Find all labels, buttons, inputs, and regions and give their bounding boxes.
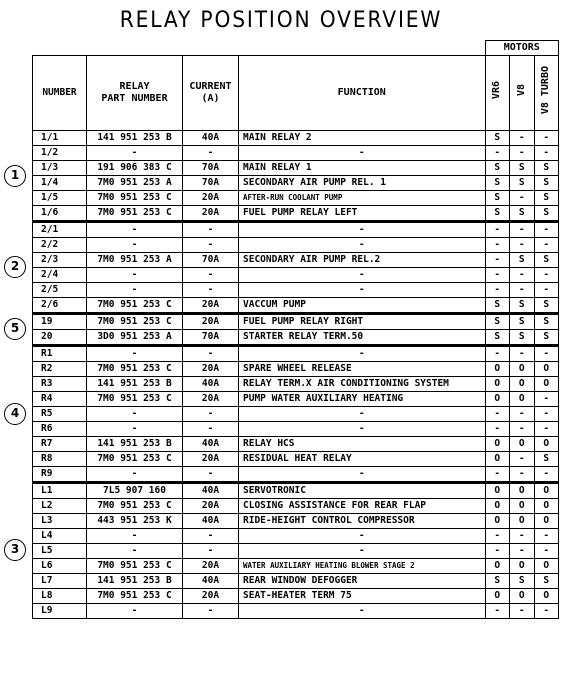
motor-vr6-cell: O (485, 482, 510, 498)
current-cell: 40A (183, 573, 239, 588)
current-cell: 20A (183, 498, 239, 513)
current-cell: - (183, 528, 239, 543)
motor-v8-turbo-cell: - (534, 603, 559, 618)
motor-v8-cell: O (510, 558, 535, 573)
motor-header-vr6 (485, 55, 510, 130)
motor-v8-cell: S (510, 573, 535, 588)
motor-v8-turbo-cell: - (534, 406, 559, 421)
motor-vr6-cell: O (485, 558, 510, 573)
motor-v8-cell: S (510, 175, 535, 190)
function-cell: STARTER RELAY TERM.50 (239, 329, 486, 345)
function-cell: - (239, 528, 486, 543)
part-number-header (87, 55, 183, 130)
motor-v8-cell: - (510, 528, 535, 543)
motor-vr6-cell: O (485, 451, 510, 466)
part-number-cell: - (87, 528, 183, 543)
motor-v8-cell: - (510, 130, 535, 145)
motor-v8-turbo-cell: S (534, 252, 559, 267)
motor-v8-cell: O (510, 498, 535, 513)
motor-vr6-cell: - (485, 406, 510, 421)
current-cell: 20A (183, 391, 239, 406)
table-row (33, 436, 559, 451)
function-cell: - (239, 406, 486, 421)
motor-v8-cell: - (510, 345, 535, 361)
motor-v8-turbo-cell: - (534, 466, 559, 482)
group-number-marker: 2 (4, 256, 26, 278)
table-row (33, 345, 559, 361)
part-number-cell: 7M0 951 253 A (87, 252, 183, 267)
motor-vr6-cell: S (485, 297, 510, 313)
number-header: NUMBER (33, 55, 87, 130)
function-cell: SEAT-HEATER TERM 75 (239, 588, 486, 603)
relay-number-cell: L3 (33, 513, 87, 528)
motor-v8-cell: - (510, 145, 535, 160)
function-cell: SPARE WHEEL RELEASE (239, 361, 486, 376)
motor-v8-turbo-cell: - (534, 345, 559, 361)
function-cell: AFTER-RUN COOLANT PUMP (239, 190, 486, 205)
function-cell: - (239, 282, 486, 297)
function-cell: RELAY TERM.X AIR CONDITIONING SYSTEM (239, 376, 486, 391)
motor-v8-cell: - (510, 237, 535, 252)
function-cell: REAR WINDOW DEFOGGER (239, 573, 486, 588)
table-row (33, 498, 559, 513)
motor-vr6-cell: O (485, 498, 510, 513)
function-cell: - (239, 145, 486, 160)
relay-number-cell: 2/4 (33, 267, 87, 282)
part-number-cell: 191 906 383 C (87, 160, 183, 175)
motor-vr6-cell: - (485, 421, 510, 436)
motor-v8-turbo-cell: O (534, 558, 559, 573)
motor-v8-turbo-cell: O (534, 588, 559, 603)
table-row (33, 205, 559, 221)
motor-vr6-cell: S (485, 205, 510, 221)
table-row (33, 603, 559, 618)
relay-table (32, 40, 559, 619)
relay-number-cell: L9 (33, 603, 87, 618)
motor-v8-cell: S (510, 252, 535, 267)
motor-v8-cell: - (510, 190, 535, 205)
function-cell: RIDE-HEIGHT CONTROL COMPRESSOR (239, 513, 486, 528)
header-spacer (33, 41, 87, 56)
group-number-marker: 5 (4, 318, 26, 340)
part-number-cell: 7M0 951 253 C (87, 297, 183, 313)
part-number-cell: 7M0 951 253 C (87, 498, 183, 513)
table-row (33, 297, 559, 313)
motor-v8-cell: - (510, 451, 535, 466)
motor-vr6-cell: O (485, 588, 510, 603)
relay-number-cell: 19 (33, 313, 87, 329)
motor-vr6-cell: S (485, 313, 510, 329)
relay-number-cell: L7 (33, 573, 87, 588)
motor-vr6-cell: - (485, 267, 510, 282)
current-cell: 40A (183, 482, 239, 498)
motor-v8-cell: O (510, 361, 535, 376)
motor-header-label: VR6 (491, 81, 503, 100)
motor-v8-turbo-cell: S (534, 190, 559, 205)
motor-v8-turbo-cell: S (534, 297, 559, 313)
part-number-cell: - (87, 466, 183, 482)
part-number-cell: 7M0 951 253 A (87, 175, 183, 190)
function-cell: RESIDUAL HEAT RELAY (239, 451, 486, 466)
relay-number-cell: 2/2 (33, 237, 87, 252)
motor-vr6-cell: O (485, 513, 510, 528)
table-row (33, 237, 559, 252)
table-row (33, 329, 559, 345)
part-number-cell: 141 951 253 B (87, 573, 183, 588)
motor-vr6-cell: O (485, 376, 510, 391)
current-cell: - (183, 282, 239, 297)
relay-number-cell: L6 (33, 558, 87, 573)
table-row (33, 421, 559, 436)
motor-v8-cell: - (510, 282, 535, 297)
part-number-cell: - (87, 145, 183, 160)
motor-v8-turbo-cell: S (534, 205, 559, 221)
motor-header-v8 (510, 55, 535, 130)
current-cell: - (183, 345, 239, 361)
current-header (183, 55, 239, 130)
motor-v8-turbo-cell: - (534, 421, 559, 436)
table-row (33, 160, 559, 175)
motor-v8-turbo-cell: S (534, 329, 559, 345)
motor-v8-cell: O (510, 436, 535, 451)
relay-number-cell: R2 (33, 361, 87, 376)
relay-number-cell: 2/5 (33, 282, 87, 297)
motor-v8-cell: S (510, 297, 535, 313)
part-number-cell: 141 951 253 B (87, 376, 183, 391)
function-cell: FUEL PUMP RELAY RIGHT (239, 313, 486, 329)
motor-vr6-cell: S (485, 329, 510, 345)
motor-v8-turbo-cell: O (534, 513, 559, 528)
part-number-cell: 7M0 951 253 C (87, 205, 183, 221)
motor-vr6-cell: S (485, 190, 510, 205)
relay-number-cell: 1/2 (33, 145, 87, 160)
table-row (33, 361, 559, 376)
table-row (33, 543, 559, 558)
motor-v8-turbo-cell: O (534, 498, 559, 513)
current-cell: 70A (183, 252, 239, 267)
part-number-cell: 7L5 907 160 (87, 482, 183, 498)
motor-vr6-cell: S (485, 573, 510, 588)
function-cell: SERVOTRONIC (239, 482, 486, 498)
current-cell: 40A (183, 130, 239, 145)
part-number-cell: 7M0 951 253 C (87, 588, 183, 603)
function-cell: WATER AUXILIARY HEATING BLOWER STAGE 2 (239, 558, 486, 573)
part-number-cell: - (87, 345, 183, 361)
motor-vr6-cell: - (485, 237, 510, 252)
function-cell: - (239, 221, 486, 237)
motor-v8-turbo-cell: - (534, 130, 559, 145)
current-cell: 40A (183, 376, 239, 391)
part-number-cell: - (87, 267, 183, 282)
relay-number-cell: L2 (33, 498, 87, 513)
function-cell: VACCUM PUMP (239, 297, 486, 313)
header-spacer (239, 41, 486, 56)
motor-v8-cell: S (510, 205, 535, 221)
relay-number-cell: 1/3 (33, 160, 87, 175)
current-header-line2: (A) (201, 92, 220, 104)
current-cell: 20A (183, 558, 239, 573)
motor-v8-cell: O (510, 376, 535, 391)
motor-v8-cell: O (510, 513, 535, 528)
table-row (33, 190, 559, 205)
motor-v8-turbo-cell: S (534, 160, 559, 175)
current-cell: - (183, 406, 239, 421)
motor-v8-cell: O (510, 482, 535, 498)
motor-header-label: V8 (515, 84, 527, 97)
motor-v8-turbo-cell: - (534, 145, 559, 160)
relay-number-cell: 1/1 (33, 130, 87, 145)
part-number-cell: 7M0 951 253 C (87, 313, 183, 329)
part-number-cell: 7M0 951 253 C (87, 558, 183, 573)
motor-v8-turbo-cell: S (534, 451, 559, 466)
relay-number-cell: R7 (33, 436, 87, 451)
table-row (33, 573, 559, 588)
relay-number-cell: 2/3 (33, 252, 87, 267)
motor-vr6-cell: - (485, 603, 510, 618)
current-cell: 20A (183, 190, 239, 205)
motor-v8-turbo-cell: - (534, 237, 559, 252)
motor-vr6-cell: O (485, 391, 510, 406)
table-row (33, 482, 559, 498)
motor-v8-turbo-cell: - (534, 391, 559, 406)
function-cell: MAIN RELAY 1 (239, 160, 486, 175)
table-row (33, 267, 559, 282)
table-row (33, 406, 559, 421)
current-cell: 40A (183, 436, 239, 451)
motor-vr6-cell: - (485, 345, 510, 361)
group-number-marker: 1 (4, 165, 26, 187)
table-row (33, 558, 559, 573)
table-row (33, 528, 559, 543)
header-spacer (183, 41, 239, 56)
table-row (33, 588, 559, 603)
table-row (33, 451, 559, 466)
motor-v8-cell: S (510, 329, 535, 345)
table-row (33, 145, 559, 160)
relay-number-cell: R4 (33, 391, 87, 406)
relay-number-cell: 2/6 (33, 297, 87, 313)
relay-number-cell: 20 (33, 329, 87, 345)
current-cell: - (183, 145, 239, 160)
motor-v8-turbo-cell: S (534, 573, 559, 588)
motor-v8-cell: S (510, 160, 535, 175)
current-cell: 20A (183, 205, 239, 221)
motor-vr6-cell: - (485, 145, 510, 160)
current-cell: 70A (183, 160, 239, 175)
current-cell: - (183, 221, 239, 237)
part-number-cell: - (87, 543, 183, 558)
function-cell: - (239, 603, 486, 618)
current-cell: - (183, 237, 239, 252)
current-cell: - (183, 421, 239, 436)
table-row (33, 391, 559, 406)
part-number-cell: - (87, 282, 183, 297)
table-row (33, 252, 559, 267)
function-cell: SECONDARY AIR PUMP REL. 1 (239, 175, 486, 190)
motor-v8-turbo-cell: - (534, 221, 559, 237)
group-number-marker: 3 (4, 539, 26, 561)
motor-vr6-cell: - (485, 466, 510, 482)
motor-v8-turbo-cell: O (534, 482, 559, 498)
current-cell: 20A (183, 588, 239, 603)
group-number-marker: 4 (4, 403, 26, 425)
motor-v8-cell: O (510, 588, 535, 603)
function-cell: RELAY HCS (239, 436, 486, 451)
relay-number-cell: R5 (33, 406, 87, 421)
current-cell: 20A (183, 313, 239, 329)
table-row (33, 513, 559, 528)
function-cell: - (239, 466, 486, 482)
part-number-cell: 3D0 951 253 A (87, 329, 183, 345)
motor-v8-cell: - (510, 466, 535, 482)
part-number-cell: - (87, 406, 183, 421)
part-number-cell: 141 951 253 B (87, 436, 183, 451)
current-cell: - (183, 543, 239, 558)
motor-vr6-cell: S (485, 130, 510, 145)
part-number-cell: - (87, 421, 183, 436)
function-cell: PUMP WATER AUXILIARY HEATING (239, 391, 486, 406)
current-cell: - (183, 267, 239, 282)
motor-v8-turbo-cell: O (534, 436, 559, 451)
part-number-cell: - (87, 603, 183, 618)
motor-vr6-cell: - (485, 252, 510, 267)
motor-v8-turbo-cell: - (534, 267, 559, 282)
motor-vr6-cell: S (485, 160, 510, 175)
current-cell: 20A (183, 297, 239, 313)
relay-table-body (33, 130, 559, 618)
relay-number-cell: R9 (33, 466, 87, 482)
motor-v8-cell: S (510, 313, 535, 329)
part-number-cell: - (87, 221, 183, 237)
function-cell: - (239, 543, 486, 558)
part-header-line2: PART NUMBER (101, 92, 168, 104)
motor-vr6-cell: - (485, 282, 510, 297)
motor-header-v8-turbo (534, 55, 559, 130)
current-cell: 70A (183, 175, 239, 190)
part-number-cell: 7M0 951 253 C (87, 190, 183, 205)
function-cell: FUEL PUMP RELAY LEFT (239, 205, 486, 221)
table-row (33, 282, 559, 297)
table-row (33, 313, 559, 329)
motor-v8-turbo-cell: - (534, 528, 559, 543)
function-cell: MAIN RELAY 2 (239, 130, 486, 145)
motor-vr6-cell: O (485, 436, 510, 451)
motor-vr6-cell: - (485, 221, 510, 237)
relay-number-cell: L5 (33, 543, 87, 558)
table-row (33, 376, 559, 391)
page-title: RELAY POSITION OVERVIEW (119, 8, 443, 33)
function-cell: - (239, 237, 486, 252)
motors-header: MOTORS (485, 41, 559, 56)
relay-number-cell: R8 (33, 451, 87, 466)
motor-v8-cell: - (510, 603, 535, 618)
motor-vr6-cell: - (485, 528, 510, 543)
current-cell: - (183, 466, 239, 482)
motor-v8-turbo-cell: S (534, 175, 559, 190)
relay-number-cell: R1 (33, 345, 87, 361)
part-number-cell: 443 951 253 K (87, 513, 183, 528)
current-cell: - (183, 603, 239, 618)
motor-v8-cell: - (510, 421, 535, 436)
function-cell: - (239, 345, 486, 361)
header-spacer (87, 41, 183, 56)
table-row (33, 175, 559, 190)
motor-header-label: V8 TURBO (540, 66, 552, 115)
motor-v8-cell: - (510, 221, 535, 237)
relay-number-cell: L4 (33, 528, 87, 543)
motor-v8-cell: - (510, 406, 535, 421)
relay-number-cell: L8 (33, 588, 87, 603)
part-number-cell: 141 951 253 B (87, 130, 183, 145)
function-cell: - (239, 421, 486, 436)
motor-v8-turbo-cell: O (534, 376, 559, 391)
table-row (33, 130, 559, 145)
relay-number-cell: 2/1 (33, 221, 87, 237)
motor-v8-turbo-cell: - (534, 543, 559, 558)
motor-v8-cell: - (510, 543, 535, 558)
motor-v8-cell: O (510, 391, 535, 406)
function-header: FUNCTION (239, 55, 486, 130)
part-number-cell: 7M0 951 253 C (87, 361, 183, 376)
part-number-cell: 7M0 951 253 C (87, 391, 183, 406)
current-cell: 20A (183, 451, 239, 466)
relay-number-cell: R6 (33, 421, 87, 436)
motor-vr6-cell: S (485, 175, 510, 190)
table-row (33, 466, 559, 482)
motor-v8-turbo-cell: O (534, 361, 559, 376)
part-number-cell: 7M0 951 253 C (87, 451, 183, 466)
motor-vr6-cell: O (485, 361, 510, 376)
motor-v8-turbo-cell: S (534, 313, 559, 329)
current-cell: 40A (183, 513, 239, 528)
function-cell: - (239, 267, 486, 282)
function-cell: SECONDARY AIR PUMP REL.2 (239, 252, 486, 267)
function-cell: CLOSING ASSISTANCE FOR REAR FLAP (239, 498, 486, 513)
part-header-line1: RELAY (119, 80, 150, 92)
current-cell: 20A (183, 361, 239, 376)
motor-vr6-cell: - (485, 543, 510, 558)
relay-number-cell: 1/5 (33, 190, 87, 205)
motor-v8-turbo-cell: - (534, 282, 559, 297)
part-number-cell: - (87, 237, 183, 252)
current-header-line1: CURRENT (189, 80, 232, 92)
motor-v8-cell: - (510, 267, 535, 282)
table-row (33, 221, 559, 237)
current-cell: 70A (183, 329, 239, 345)
relay-number-cell: 1/4 (33, 175, 87, 190)
relay-number-cell: 1/6 (33, 205, 87, 221)
relay-number-cell: L1 (33, 482, 87, 498)
relay-number-cell: R3 (33, 376, 87, 391)
